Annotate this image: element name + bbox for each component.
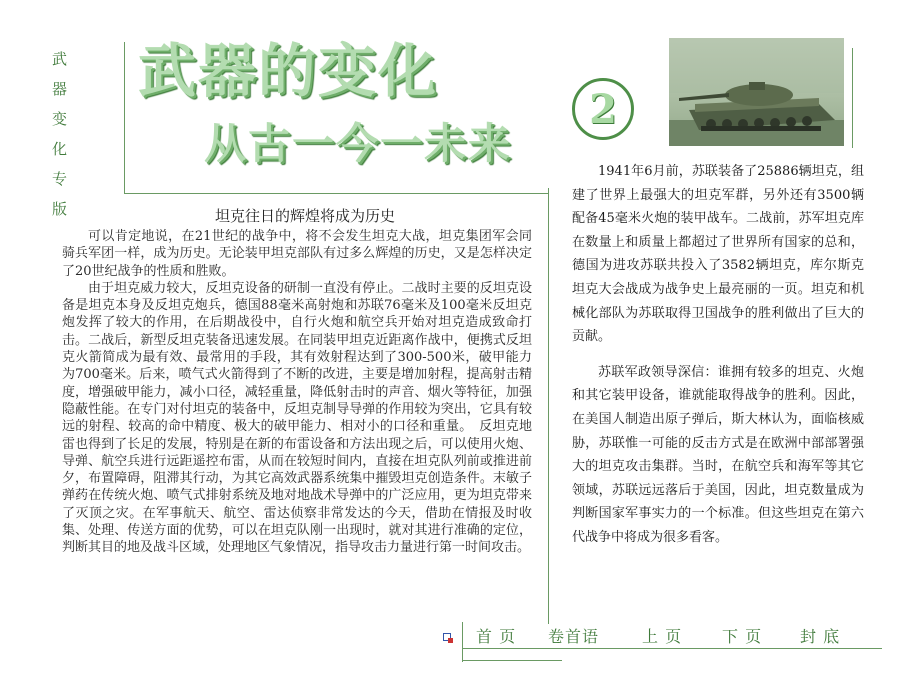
issue-number: 2 — [589, 85, 617, 133]
nav-next-link[interactable]: 下 页 — [722, 627, 763, 646]
paragraph: 苏联军政领导深信：谁拥有较多的坦克、火炮和其它装甲设备，谁就能取得战争的胜利。因此，在美国人制造出原子弹后，斯大林认为，面临核威胁，苏联惟一可能的反击方式是在欧洲中部部署强大的坦克攻击集群。当时，在航空兵和海军等其它领域，苏联远远落后于美国，因此，坦克数量成为判断国家军事实力的一个标准。但这些坦克在第六代战争中将成为很多看客。 — [572, 364, 864, 545]
divider-vertical-mid — [548, 188, 549, 624]
paragraph: 由于坦克威力较大，反坦克设备的研制一直没有停止。二战时主要的反坦克设备是坦克本身及反坦克炮兵，德国88毫米高射炮和苏联76毫米及100毫米反坦克炮发挥了较大的作用，在后期战役中，自行火炮和航空兵开始对坦克造成致命打击。二战后，新型反坦克装备迅速发展。在同装甲坦克近距离作战中，便携式反坦克火箭简成为最有效、最常用的手段，其有效射程达到了300-500米，破甲能力为700毫米。后来，喷气式火箭得到了不断的改进，主要是增加射程，提高射击精度，增强破甲能力，减小口径，减轻重量，降低射击时的声音、烟火等特征，加强隐蔽性能。在专门对付坦克的装备中，反坦克制导导弹的作用较为突出，它具有较远的射程、较高的命中精度、极大的破甲能力、相对小的口径和重量。 反坦克地雷也得到了长足的发展，特别是在新的布雷设备和方法出现之后，可以使用火炮、导弹、航空兵进行远距遥控布雷，从而在较短时间内，直接在坦克队列前或推进前夕，布置障碍，阻滞其行动，为其它高效武器系统集中摧毁坦克创造条件。末敏子弹药在传统火炮、喷气式排射系统及地对地战术导弹中的广泛应用，更为坦克带来了灭顶之灾。在军事航天、航空、雷达侦察非常发达的今天，借助在情报及时收集、处理、传送方面的优势，可以在坦克队刚一出现时，就对其进行准确的定位，判断其目的地及战斗区域，处理地区气象情况，指导攻击力量进行第一时间攻击。 — [62, 280, 532, 556]
page-subtitle: 从古一今一未来 — [204, 119, 513, 168]
section-label-line: 变 化 — [52, 110, 82, 158]
section-label-line: 武 器 — [52, 50, 82, 98]
divider-horizontal-footer — [462, 660, 562, 661]
nav-back-cover-link[interactable]: 封 底 — [800, 627, 841, 646]
divider-vertical-left — [124, 42, 125, 194]
divider-horizontal-top — [124, 193, 548, 194]
article-heading: 坦克往日的辉煌将成为历史 — [214, 207, 395, 225]
left-article-body — [62, 228, 532, 557]
paragraph: 可以肯定地说，在21世纪的战争中，将不会发生坦克大战，坦克集团军会同骑兵军团一样，成为历史。无论装甲坦克部队有过多么辉煌的历史，又是怎样决定了20世纪战争的性质和胜败。 — [62, 229, 532, 279]
section-label-line: 专 版 — [52, 170, 82, 218]
tank-photo — [669, 38, 844, 146]
page-title: 武器的变化 — [138, 37, 439, 105]
issue-number-badge — [572, 78, 634, 140]
paragraph: 1941年6月前，苏联装备了25886辆坦克，组建了世界上最强大的坦克军群，另外还有3500辆配备45毫米火炮的装甲战车。二战前，苏军坦克库在数量上和质量上都超过了世界所有国家的总和，德国为进攻苏联共投入了3582辆坦克，库尔斯克坦克大会战成为战争史上最亮丽的一页。坦克和机械化部队为苏联取得卫国战争的胜利做出了巨大的贡献。 — [572, 164, 864, 345]
section-label — [52, 44, 114, 224]
nav-preface-link[interactable]: 卷首语 — [548, 627, 600, 646]
nav-prev-link[interactable]: 上 页 — [642, 627, 683, 646]
right-article-body — [572, 160, 864, 562]
nav-home-link[interactable]: 首 页 — [476, 627, 517, 646]
divider-vertical-right — [852, 48, 853, 148]
footer-navigation — [474, 624, 874, 654]
nav-marker-icon — [443, 633, 455, 645]
divider-vertical-bottom — [462, 622, 463, 662]
